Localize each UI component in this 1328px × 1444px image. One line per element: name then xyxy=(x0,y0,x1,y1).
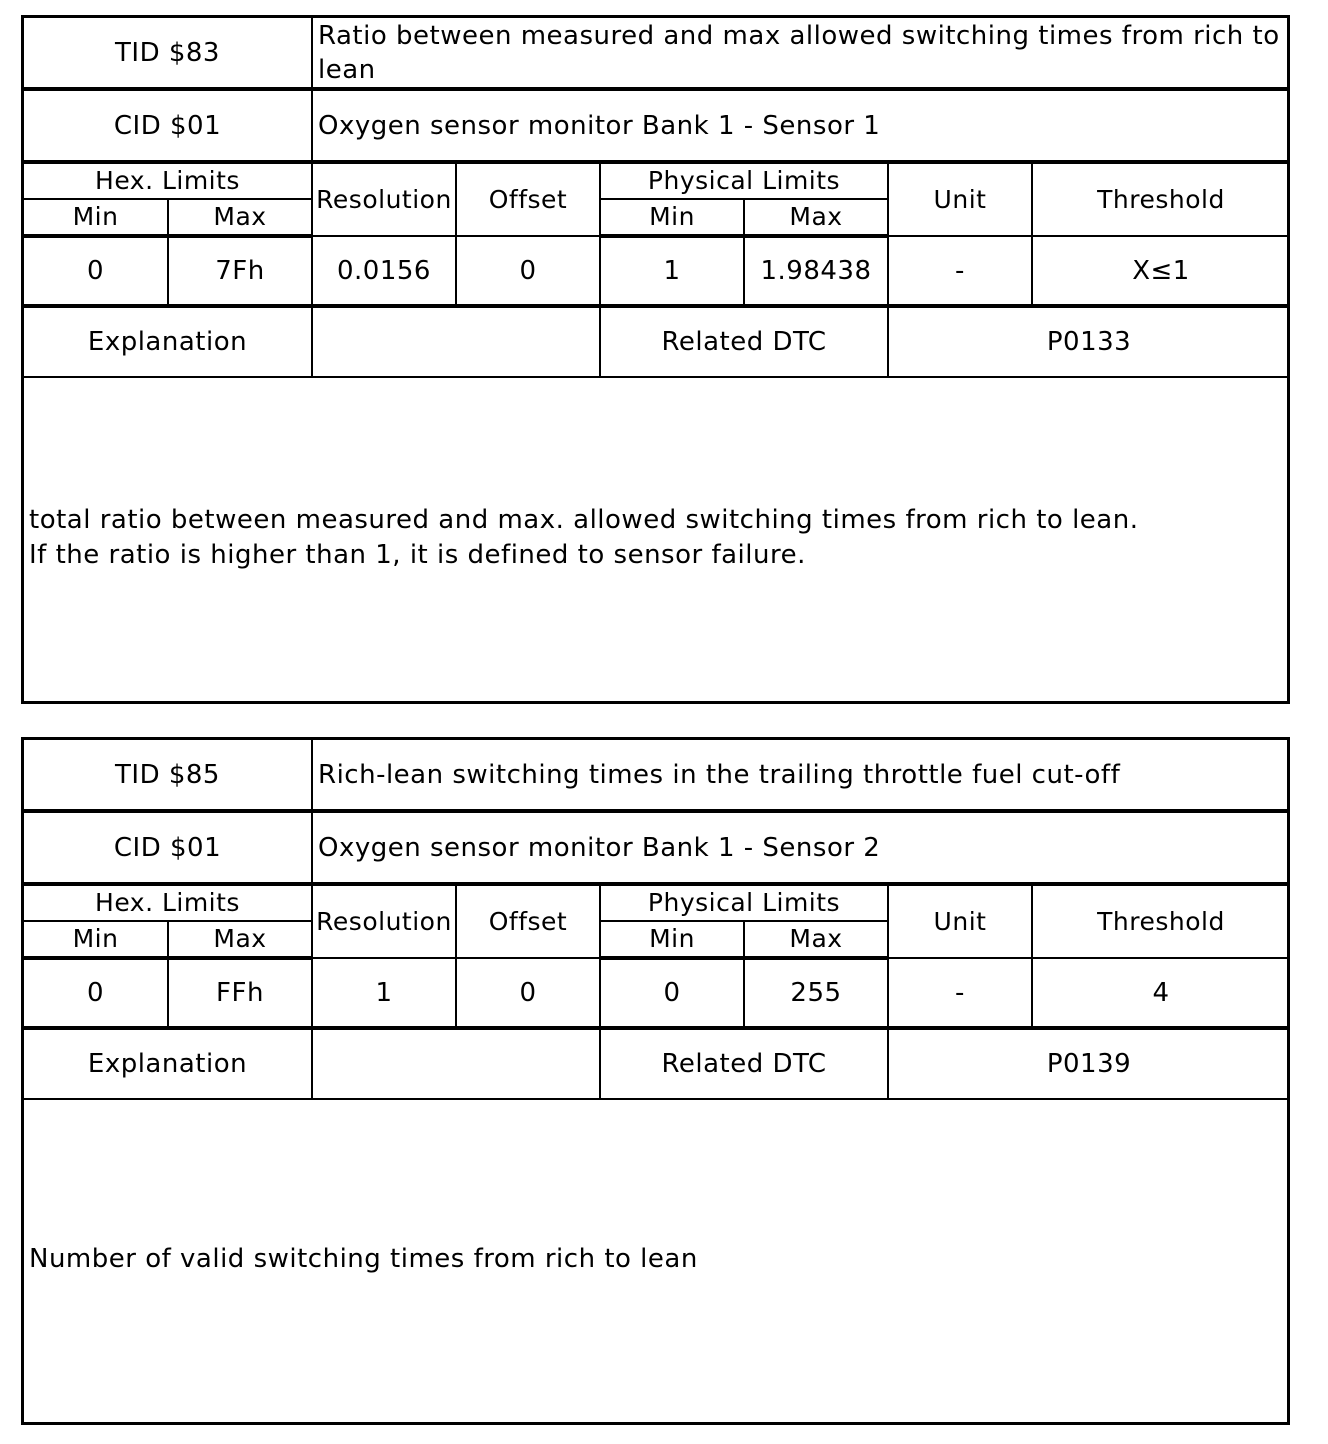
related-dtc-value: P0139 xyxy=(888,1028,1289,1099)
threshold-header: Threshold xyxy=(1032,884,1289,958)
threshold-value: 4 xyxy=(1032,958,1289,1028)
related-dtc-label: Related DTC xyxy=(600,306,888,377)
phys-max-header: Max xyxy=(744,921,888,958)
phys-max-header: Max xyxy=(744,199,888,236)
hex-limits-header: Hex. Limits xyxy=(24,162,312,199)
threshold-value: X≤1 xyxy=(1032,236,1289,306)
explanation-value xyxy=(312,1028,600,1099)
hex-max-header: Max xyxy=(168,199,312,236)
phys-max-value: 255 xyxy=(744,958,888,1028)
resolution-header: Resolution xyxy=(312,884,456,958)
cid-label: CID $01 xyxy=(24,89,312,162)
offset-value: 0 xyxy=(456,958,600,1028)
explanation-body-line1: total ratio between measured and max. allowed switching times from rich to lean. xyxy=(29,504,1139,535)
related-dtc-label: Related DTC xyxy=(600,1028,888,1099)
tid-label: TID $85 xyxy=(24,740,312,811)
phys-min-value: 0 xyxy=(600,958,744,1028)
tid-description-line1: Ratio between measured and max allowed switching times from rich to xyxy=(318,20,1280,51)
explanation-value xyxy=(312,306,600,377)
hex-min-value: 0 xyxy=(24,236,168,306)
phys-min-header: Min xyxy=(600,199,744,236)
resolution-value: 1 xyxy=(312,958,456,1028)
tid-description xyxy=(312,18,1289,89)
explanation-body-line1: Number of valid switching times from rich to lean xyxy=(29,1243,698,1274)
explanation-label: Explanation xyxy=(24,1028,312,1099)
cid-description: Oxygen sensor monitor Bank 1 - Sensor 1 xyxy=(312,89,1289,162)
spec-table xyxy=(24,740,1289,1418)
physical-limits-header: Physical Limits xyxy=(600,162,888,199)
unit-header: Unit xyxy=(888,884,1032,958)
hex-min-header: Min xyxy=(24,921,168,958)
cid-description: Oxygen sensor monitor Bank 1 - Sensor 2 xyxy=(312,811,1289,884)
explanation-body xyxy=(24,377,1289,697)
monitor-table-tid83 xyxy=(21,15,1290,704)
unit-value: - xyxy=(888,958,1032,1028)
hex-max-value: 7Fh xyxy=(168,236,312,306)
hex-min-value: 0 xyxy=(24,958,168,1028)
tid-description-line2: lean xyxy=(318,54,376,85)
unit-header: Unit xyxy=(888,162,1032,236)
offset-header: Offset xyxy=(456,162,600,236)
unit-value: - xyxy=(888,236,1032,306)
hex-min-header: Min xyxy=(24,199,168,236)
resolution-value: 0.0156 xyxy=(312,236,456,306)
hex-max-value: FFh xyxy=(168,958,312,1028)
phys-min-value: 1 xyxy=(600,236,744,306)
physical-limits-header: Physical Limits xyxy=(600,884,888,921)
resolution-header: Resolution xyxy=(312,162,456,236)
hex-max-header: Max xyxy=(168,921,312,958)
phys-min-header: Min xyxy=(600,921,744,958)
hex-limits-header: Hex. Limits xyxy=(24,884,312,921)
phys-max-value: 1.98438 xyxy=(744,236,888,306)
offset-value: 0 xyxy=(456,236,600,306)
related-dtc-value: P0133 xyxy=(888,306,1289,377)
explanation-body-line2: If the ratio is higher than 1, it is defined to sensor failure. xyxy=(29,539,806,570)
tid-label: TID $83 xyxy=(24,18,312,89)
tid-description: Rich-lean switching times in the trailing throttle fuel cut-off xyxy=(312,740,1289,811)
explanation-body xyxy=(24,1099,1289,1418)
offset-header: Offset xyxy=(456,884,600,958)
threshold-header: Threshold xyxy=(1032,162,1289,236)
spec-table xyxy=(24,18,1289,697)
cid-label: CID $01 xyxy=(24,811,312,884)
monitor-table-tid85 xyxy=(21,737,1290,1425)
explanation-label: Explanation xyxy=(24,306,312,377)
